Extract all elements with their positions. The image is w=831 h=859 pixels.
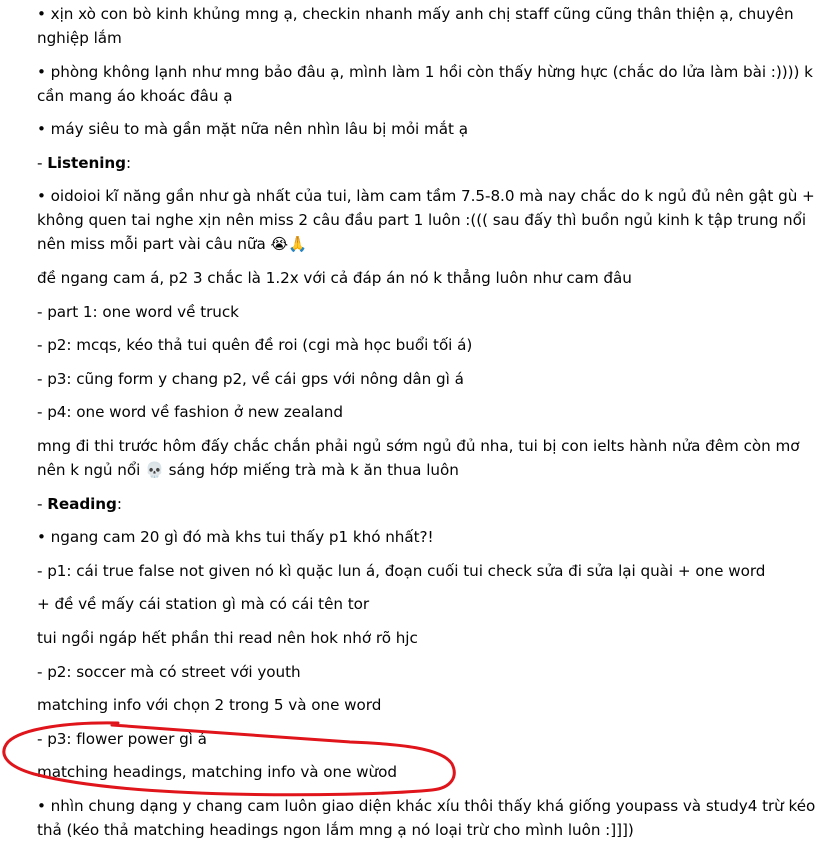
post-body	[37, 2, 827, 851]
heading-suffix: :	[125, 153, 132, 172]
post-paragraph-venue-2: • phòng không lạnh như mng bảo đâu ạ, mình làm 1 hồi còn thấy hừng hực (chắc do lửa làm bài :)))) k cần mang áo khoác đâu ạ	[37, 62, 813, 105]
heading-suffix: :	[116, 494, 122, 513]
post-paragraph-reading-2: tui ngồi ngáp hết phần thi read nên hok nhớ rõ hjc	[37, 628, 418, 647]
post-paragraph-listening-3: mng đi thi trước hôm đấy chắc chắn phải ngủ sớm ngủ đủ nha, tui bị con ielts hành nửa đêm còn mơ nên k ngủ nổi 💀 sáng hớp miếng trà mà k ăn thua luôn	[37, 436, 800, 479]
reading-heading-label: Reading	[47, 494, 117, 513]
post-paragraph-reading-p2: - p2: soccer mà có street với youth	[37, 662, 301, 681]
post-paragraph-reading-p3b: matching headings, matching info và one wừod	[37, 763, 397, 782]
heading-prefix: -	[37, 494, 48, 513]
post-paragraph-reading-p3: - p3: flower power gì á	[37, 729, 207, 748]
listening-heading-label: Listening	[47, 153, 126, 172]
heading-prefix: -	[37, 153, 48, 172]
post-paragraph-reading-p2b: matching info với chọn 2 trong 5 và one word	[37, 696, 382, 715]
post-paragraph-listening-2: đề ngang cam á, p2 3 chắc là 1.2x với cả đáp án nó k thẳng luôn như cam đâu	[37, 268, 632, 287]
post-paragraph-venue-3: • máy siêu to mà gần mặt nữa nên nhìn lâu bị mỏi mắt ạ	[37, 120, 468, 139]
post-paragraph-reading-p1: - p1: cái true false not given nó kì quặc lun á, đoạn cuối tui check sửa đi sửa lại quài + one word	[37, 561, 766, 580]
post-paragraph-reading-3: • nhìn chung dạng y chang cam luôn giao diện khác xíu thôi thấy khá giống youpass và study4 trừ kéo thả (kéo thả matching headings ngon lắm mng ạ nó loại trừ cho mình luôn :]]])	[37, 796, 816, 839]
post-paragraph-listening-1: • oidoioi kĩ năng gần như gà nhất của tui, làm cam tầm 7.5-8.0 mà nay chắc do k ngủ đủ nên gật gù + không quen tai nghe xịn nên miss 2 câu đầu part 1 luôn :((( sau đấy thì buồn ngủ kinh k tập trung nổi nên miss mỗi part vài câu nữa 😭🙏	[37, 187, 815, 254]
post-paragraph-listening-p4: - p4: one word về fashion ở new zealand	[37, 403, 343, 422]
post-paragraph-listening-p3: - p3: cũng form y chang p2, về cái gps với nông dân gì á	[37, 369, 464, 388]
post-paragraph-venue-1: • xịn xò con bò kinh khủng mng ạ, checkin nhanh mấy anh chị staff cũng cũng thân thiện ạ, chuyên nghiệp lắm	[37, 5, 794, 47]
post-paragraph-reading-1: • ngang cam 20 gì đó mà khs tui thấy p1 khó nhất?!	[37, 528, 434, 547]
post-paragraph-listening-p2: - p2: mcqs, kéo thả tui quên đề roi (cgi mà học buổi tối á)	[37, 336, 473, 355]
post-paragraph-listening-p1: - part 1: one word về truck	[37, 302, 239, 321]
listening-heading	[37, 151, 827, 175]
reading-heading	[37, 492, 827, 516]
post-paragraph-reading-p1b: + đề về mấy cái station gì mà có cái tên tor	[37, 595, 370, 614]
